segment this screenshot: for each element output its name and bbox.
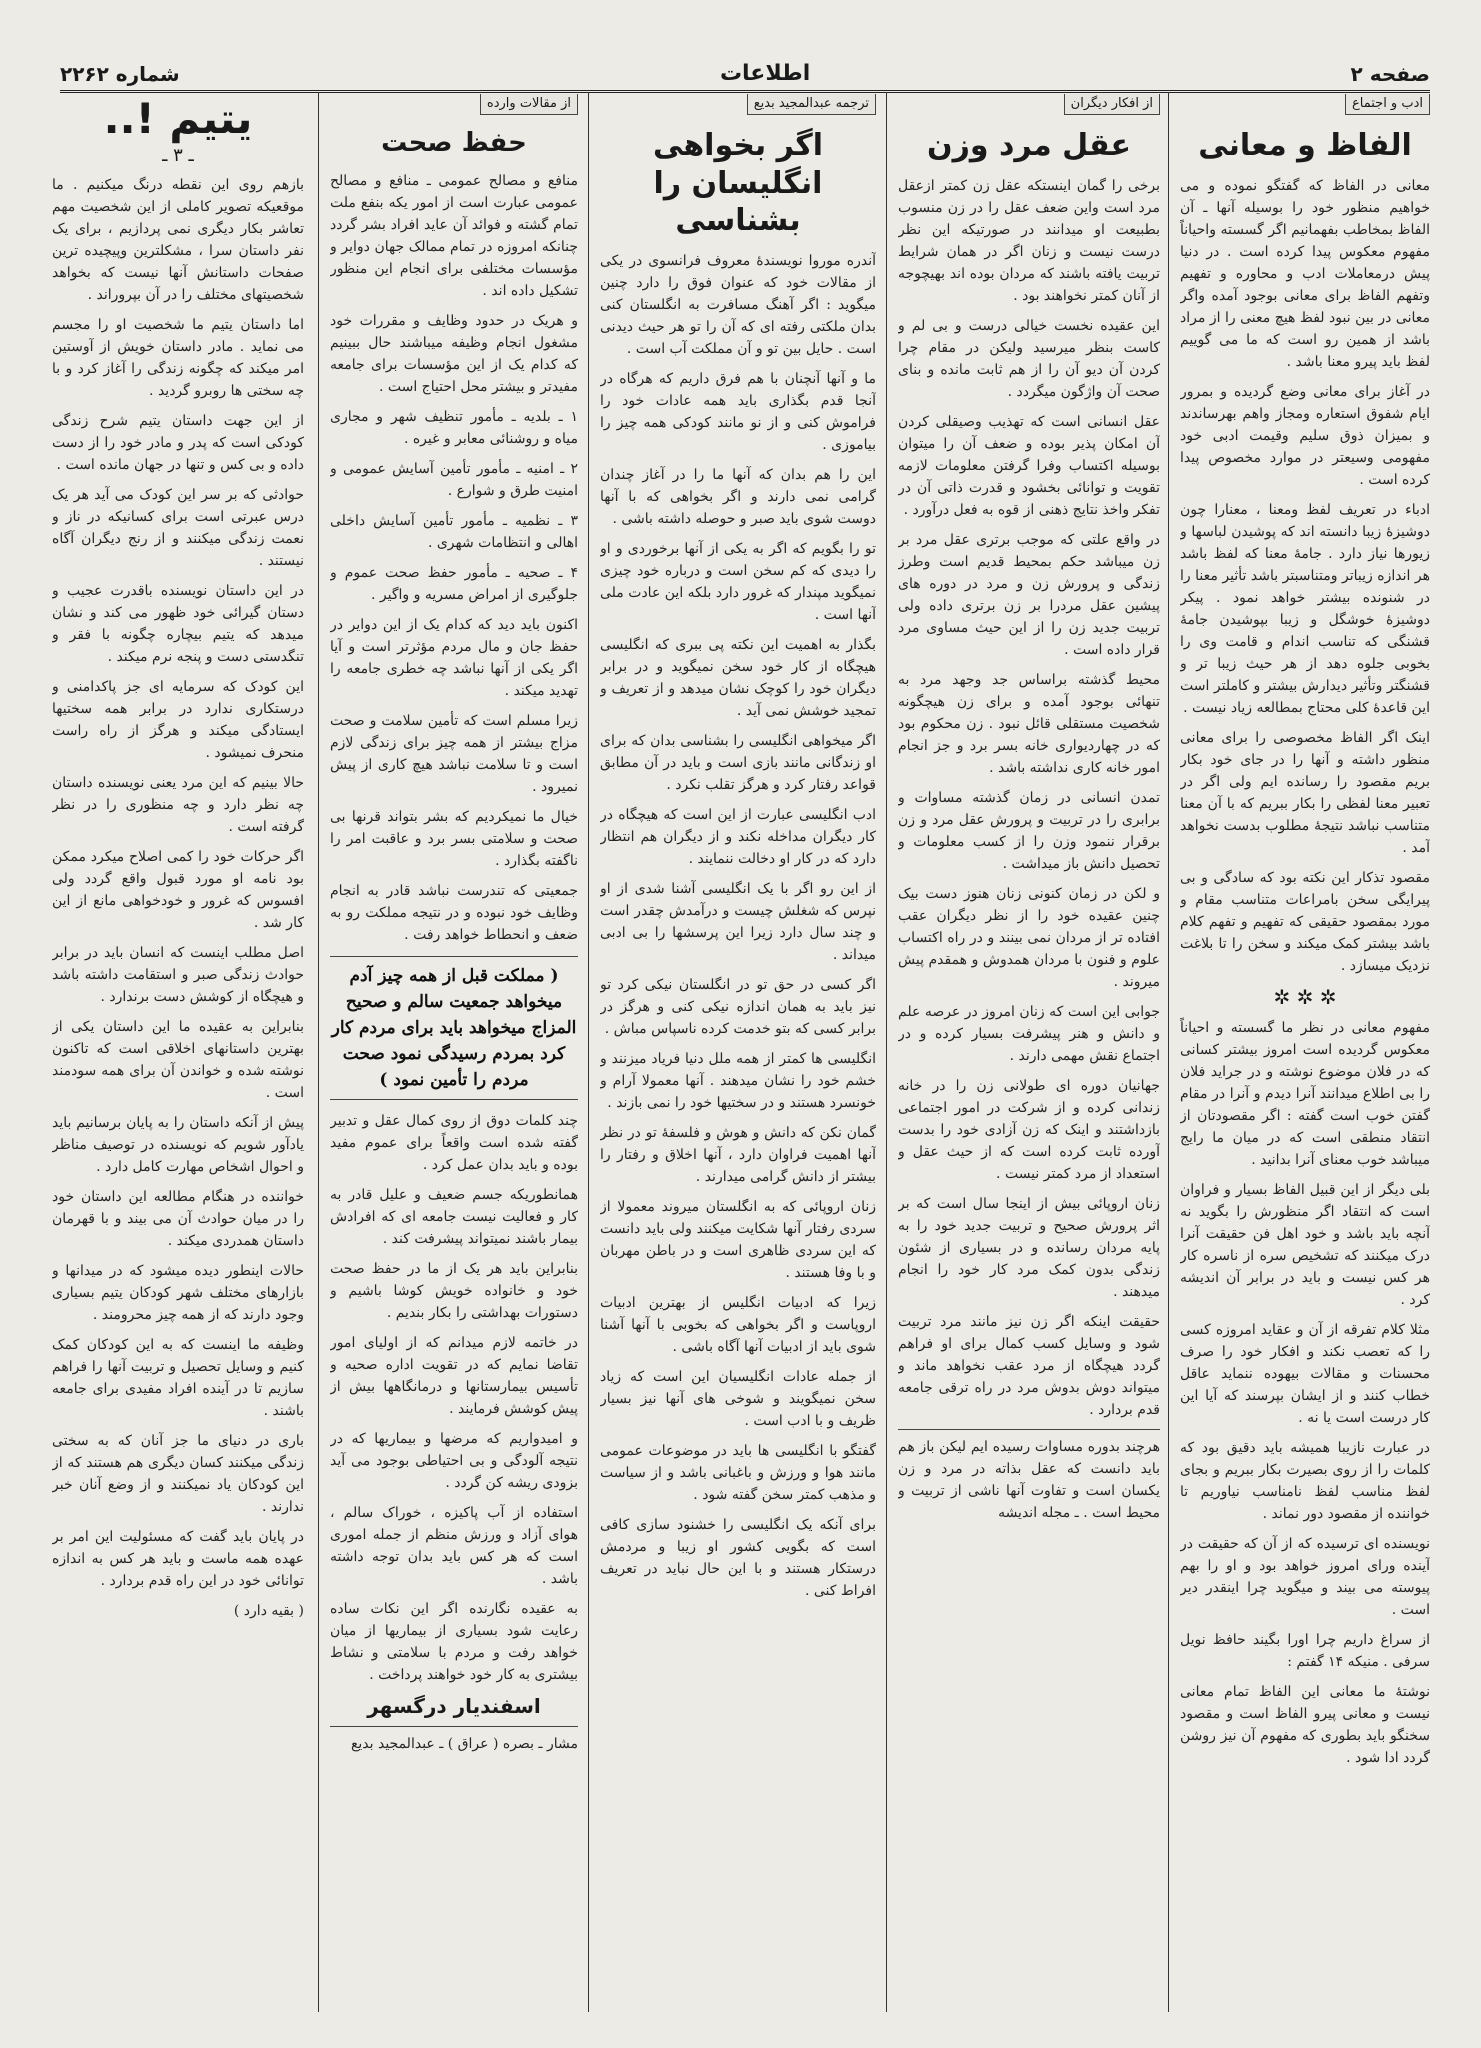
paragraph: انگلیسی ها کمتر از همه ملل دنیا فریاد میزنند و خشم خود را نشان میدهند . آنها معمولا آرام و خونسرد هستند و در سختیها خود را نمی بازند . xyxy=(600,1050,876,1111)
paragraph: استفاده از آب پاکیزه ، خوراک سالم ، هوای آزاد و ورزش منظم از جمله اموری است که هر کس باید بدان توجه داشته باشد . xyxy=(330,1504,578,1587)
paragraph: در پایان باید گفت که مسئولیت این امر بر عهده همه ماست و باید هر کس به اندازه توانائی خود در این راه قدم بردارد . xyxy=(52,1529,304,1589)
paragraph: اینک اگر الفاظ مخصوصی را برای معانی منظور داشته و آنها را در جای خود بکار بریم مقصود را رسانده ایم ولی اگر در تعبیر معنا لفظی را بکار ببریم که با آن معنا متناسب نباشد نتیجهٔ مطلوب بدست نخواهد آمد . xyxy=(1180,729,1430,856)
paragraph: در خاتمه لازم میدانم که از اولیای امور تقاضا نمایم که در تقویت اداره صحیه و تأسیس بیمارستانها و درمانگاهها بیش از پیش کوشش فرمایند . xyxy=(330,1334,578,1417)
paragraph: زیرا که ادبیات انگلیس از بهترین ادبیات اروپاست و اگر بخواهی که بخوبی با آنها آشنا شوی باید از ادبیات آنها آگاه باشی . xyxy=(600,1294,876,1355)
paragraph: ۴ ـ صحیه ـ مأمور حفظ صحت عموم و جلوگیری از امراض مسریه و واگیر . xyxy=(330,564,578,603)
paragraph: ادباء در تعریف لفظ ومعنا ، معنارا چون دوشیزهٔ زیبا دانسته اند که پوشیدن لباسها و زیورها نیاز دارد . جامهٔ معنا که لفظ باشد هر اندازه زیباتر ومتناسبتر باشد تأثیر معنا را در شنونده بیشتر خواهد نمود . پیکر دوشیزهٔ خوشگل و زیبا بپوشیدن جامهٔ قشنگی که تناسب اندام و قامت وی را بخوبی جلوه دهد از هر حیث زیبا تر و قشنگتر وتأثیر دیدارش بیشتر و کاملتر است این قاعدهٔ کلی محتاج بمطالعه زیاد نیست . xyxy=(1180,501,1430,716)
paragraph: و لکن در زمان کنونی زنان هنوز دست بیک چنین عقیده خود را از نظر دیگران عقب افتاده تر از مردان نمی بینند و در راه اکتساب علوم و فنون با مردان همدوش و همقدم پیش میروند . xyxy=(898,885,1160,990)
paragraph: از این جهت داستان یتیم شرح زندگی کودکی است که پدر و مادر خود را از دست داده و بی کس و تنها در جهان مانده است . xyxy=(52,413,304,473)
paragraph: برای آنکه یک انگلیسی را خشنود سازی کافی است که بگویی کشور او زیبا و مردمش درستکار هستند و با این حال نباید در تعریف افراط کنی . xyxy=(600,1516,876,1599)
issue-label: شماره ۲۲۶۲ xyxy=(60,62,180,86)
paragraph: چند کلمات دوق از روی کمال عقل و تدبیر گفته شده است واقعاً برای عموم مفید بوده و باید بدان عمل کرد . xyxy=(330,1112,578,1173)
column-aql-mard-va-zan xyxy=(898,92,1160,2012)
paragraph: همانطوریکه جسم ضعیف و علیل قادر به کار و فعالیت نیست جامعه ای که افرادش بیمار باشند نمیتواند پیشرفت کند . xyxy=(330,1186,578,1247)
paragraph: خیال ما نمیکردیم که بشر بتواند قرنها بی صحت و سلامتی بسر برد و عاقبت امر را ناگفته بگذارد . xyxy=(330,808,578,869)
paragraph: زیرا مسلم است که تأمین سلامت و صحت مزاج بیشتر از همه چیز برای زندگی لازم است و تا سلامت نباشد هیچ کاری از پیش نمیرود . xyxy=(330,712,578,795)
article-title: الفاظ و معانی xyxy=(1198,128,1412,163)
column-tag: ترجمه عبدالمجید بدیع xyxy=(747,94,876,115)
paragraph: منافع و مصالح عمومی ـ منافع و مصالح عمومی عبارت است از امور یکه بنفع ملت تمام گشته و فوائد آن عاید افراد بشر گردد چنانکه امروزه در تمام ممالک جهان دوایر و مؤسسات مختلفی برای انجام این منظور تشکیل داده اند . xyxy=(330,172,578,299)
page-label: صفحه ۲ xyxy=(1350,62,1430,86)
paragraph: خواننده در هنگام مطالعه این داستان خود را در میان حوادث آن می بیند و با قهرمان داستان همدردی میکند . xyxy=(52,1189,304,1249)
paragraph: از سراغ داریم چرا اورا بگیند حافظ نویل سرفی . منیکه ۱۴ گفتم : xyxy=(1180,1631,1430,1670)
paragraph: مقصود تذکار این نکته بود که سادگی و بی پیرایگی سخن بامراعات متناسب مقام و مورد بمقصود حقیقی که تفهیم و تفهم کلام باشد بیشتر کمک میکند و سخن را تا بلاغت نزدیک میسازد . xyxy=(1180,869,1430,974)
section-divider-stars: ✲ ✲ ✲ xyxy=(1273,984,1337,1009)
paragraph: بگذار به اهمیت این نکته پی ببری که انگلیسی هیچگاه از کار خود سخن نمیگوید و در برابر دیگران خود را کوچک نشان میدهد و از تعریف و تمجید خوشش نمی آید . xyxy=(600,636,876,719)
paragraph: جمعیتی که تندرست نباشد قادر به انجام وظایف خود نبوده و در نتیجه مملکت رو به ضعف و انحطاط خواهد رفت . xyxy=(330,882,578,943)
paragraph: بنابراین باید هر یک از ما در حفظ صحت خود و خانواده خویش کوشا باشیم و دستورات بهداشتی را بکار بندیم . xyxy=(330,1260,578,1321)
paragraph: جوابی این است که زنان امروز در عرصه علم و دانش و هنر پیشرفت بسیار کرده و در اجتماع نقش مهمی دارند . xyxy=(898,1003,1160,1064)
column-rule xyxy=(318,92,319,2012)
paragraph: جهانیان دوره ای طولانی زن را در خانه زندانی کرده و از شرکت در امور اجتماعی بازداشتند و اینک که زن آزادی خود را بدست آورده ثابت کرده است که از حیث عقل و استعداد از مرد کمتر نیست . xyxy=(898,1077,1160,1182)
paragraph: در عبارت نازیبا همیشه باید دقیق بود که کلمات را از روی بصیرت بکار ببریم و بجای لفظ مناسب لفظ نامناسب نیاوریم تا خواننده از مقصود دور نماند . xyxy=(1180,1439,1430,1522)
paragraph: گمان نکن که دانش و هوش و فلسفهٔ تو در نظر آنها اهمیت فراوان دارد ، آنها اخلاق و رفتار را بیشتر از دانش گرامی میدارند . xyxy=(600,1124,876,1185)
paragraph: و هریک در حدود وظایف و مقررات خود مشغول انجام وظیفه میباشند حال ببینیم که کدام یک از این مؤسسات برای جامعه مفیدتر و بیشتر محل احتیاج است . xyxy=(330,312,578,395)
paragraph: وظیفه ما اینست که به این کودکان کمک کنیم و وسایل تحصیل و تربیت آنها را فراهم سازیم تا در آینده افراد مفیدی برای جامعه باشند . xyxy=(52,1337,304,1419)
article-title: اگر بخواهی انگلیسان را بشناسی xyxy=(653,128,823,238)
paragraph: زنان اروپائی بیش از اینجا سال است که بر اثر پرورش صحیح و تربیت جدید خود را به پایه مردان رسانده و در بسیاری از شئون زندگی بدون کمک مرد کار خود را انجام میدهند . xyxy=(898,1195,1160,1300)
paragraph: به عقیده نگارنده اگر این نکات ساده رعایت شود بسیاری از بیماریها از میان خواهد رفت و مردم با سلامتی و نشاط بیشتری به کار خود خواهند پرداخت . xyxy=(330,1600,578,1683)
article-title: یتیم !.. xyxy=(103,94,253,143)
installment-number: ـ ۳ ـ xyxy=(162,145,194,166)
paragraph: ۳ ـ نظمیه ـ مأمور تأمین آسایش داخلی اهالی و انتظامات شهری . xyxy=(330,512,578,551)
paragraph: زنان اروپائی که به انگلستان میروند معمولا از سردی رفتار آنها شکایت میکنند ولی باید دانست که این سردی ظاهری است و در باطن مهربان و با وفا هستند . xyxy=(600,1198,876,1281)
paragraph: پیش از آنکه داستان را به پایان برسانیم باید یادآور شویم که نویسنده در توصیف مناظر و احوال اشخاص مهارت کامل دارد . xyxy=(52,1115,304,1175)
paragraph: اگر کسی در حق تو در انگلستان نیکی کرد تو نیز باید به همان اندازه نیکی کنی و هرگز در برابر کسی که بتو خدمت کرده ناسپاس مباش . xyxy=(600,976,876,1037)
column-rule xyxy=(886,92,887,2012)
article-title: حفظ صحت xyxy=(381,128,527,158)
divider xyxy=(898,1429,1160,1430)
paragraph: اگر حرکات خود را کمی اصلاح میکرد ممکن بود نامه او مورد قبول واقع گردد ولی افسوس که غرور و خودخواهی مانع از این کار شد . xyxy=(52,849,304,931)
paragraph: نوشتهٔ ما معانی این الفاظ تمام معانی نیست و معانی پیرو الفاظ است و مقصود سخنگو باید بطوری که مفهوم آن نیز روشن گردد ادا شود . xyxy=(1180,1683,1430,1766)
column-alfaz-va-maani xyxy=(1180,92,1430,2012)
closing-paragraph: مشار ـ بصره ( عراق ) ـ عبدالمجید بدیع xyxy=(350,1735,578,1752)
paragraph: بلی دیگر از این قبیل الفاظ بسیار و فراوان است که انتقاد اگر منظورش را بگوید نه آنچه باید باشد و خود اهل فن حقیقت آنرا درک میکنند که تشخیص سره از ناسره کار هر کس نیست و باید در برابر آن اندیشه کرد . xyxy=(1180,1181,1430,1308)
paragraph: اما داستان یتیم ما شخصیت او را مجسم می نماید . مادر داستان خویش از آوستین امر میکند که چگونه زندگی را آغاز کرد و با چه سختی ها روبرو گردید . xyxy=(52,317,304,399)
paragraph: در واقع علتی که موجب برتری عقل مرد بر زن میباشد حکم بمحیط قدیم است وطرز زندگی و پرورش زن و مرد در دوره های پیشین عقل مردرا بر زن برتری داده ولی تربیت جدید زن را از این حیث مساوی مرد قرار داده است . xyxy=(898,531,1160,658)
paragraph: اصل مطلب اینست که انسان باید در برابر حوادث زندگی صبر و استقامت داشته باشد و هیچگاه از کوشش دست برندارد . xyxy=(52,945,304,1005)
paragraph: بنابراین به عقیده ما این داستان یکی از بهترین داستانهای اخلاقی است که تاکنون نوشته شده و خواندن آن برای همه سودمند است . xyxy=(52,1019,304,1101)
paragraph: باری در دنیای ما جز آنان که به سختی زندگی میکنند کسان دیگری هم هستند که از این کودکان یاد نمیکنند و از وضع آنان خبر ندارند . xyxy=(52,1433,304,1515)
column-tag: از افکار دیگران xyxy=(1064,94,1160,115)
paragraph: ۲ ـ امنیه ـ مأمور تأمین آسایش عمومی و امنیت طرق و شوارع . xyxy=(330,460,578,499)
column-yatim xyxy=(52,92,304,2012)
paragraph: بازهم روی این نقطه درنگ میکنیم . ما موقعیکه تصویر کاملی از این شخصیت مهم تعاشر بکار دیگری نمی پردازیم ، برای یک نفر داستان سرا ، مشکلترین وپیچیده ترین صفحات داستانش آنها نیست که بخواهد شخصیتهای مختلف را در آن بپروراند . xyxy=(52,177,304,303)
column-rule xyxy=(1168,92,1169,2012)
paragraph: گفتگو با انگلیسی ها باید در موضوعات عمومی مانند هوا و ورزش و باغبانی باشد و از سیاست و مذهب کمتر سخن گفته شود . xyxy=(600,1442,876,1503)
highlighted-statement: ( مملکت قبل از همه چیز آدم میخواهد جمعیت سالم و صحیح المزاج میخواهد باید برای مردم کار کرد بمردم رسیدگی نمود صحت مردم را تأمین نمود ) xyxy=(330,956,578,1100)
paragraph: برخی را گمان اینستکه عقل زن کمتر ازعقل مرد است واین ضعف عقل را در زن منسوب بطبیعت او میدانند در صورتیکه این نظر درست نیست و زنان اگر در همان شرایط تربیت یافته باشند که مردان بوده اند بهیچوجه از آنان کمتر نخواهند بود . xyxy=(898,177,1160,304)
paragraph: تمدن انسانی در زمان گذشته مساوات و برابری را در تربیت و پرورش عقل مرد و زن برقرار ننمود وزن را از کسب معلومات و تحصیل دانش باز میداشت . xyxy=(898,789,1160,872)
paragraph: حالات اینطور دیده میشود که در میدانها و بازارهای مختلف شهر کودکان یتیم بسیاری وجود دارند که از همه چیز محرومند . xyxy=(52,1263,304,1323)
paragraph: مفهوم معانی در نظر ما گسسته و احیاناً معکوس گردیده است امروز بیشتر کسانی که در فلان موضوع نوشته و در جراید فلان را بی اطلاع میدانند آنرا دیدم و آنرا در مقام گفتن خوب است گفته : اگر مقصودتان از انتقاد منطقی است که در میان ما رایج میباشد خوب معنای آنرا بدانید . xyxy=(1180,1019,1430,1168)
paragraph: از این رو اگر با یک انگلیسی آشنا شدی از او نپرس که شغلش چیست و درآمدش چقدر است و چند سال دارد زیرا این پرسشها را بی ادبی میداند . xyxy=(600,880,876,963)
paragraph: ادب انگلیسی عبارت از این است که هیچگاه در کار دیگران مداخله نکند و از دیگران هم انتظار دارد که در کار او دخالت ننمایند . xyxy=(600,806,876,867)
paragraph: این عقیده نخست خیالی درست و بی لم و کاست بنظر میرسید ولیکن در مقام چرا کردن آن دیو آن را از هم ثابت مانده و بنای صحت آن واژگون میگردد . xyxy=(898,317,1160,400)
paragraph: معانی در الفاظ که گفتگو نموده و می خواهیم منظور خود را بوسیله آنها ـ آن الفاظ بمخاطب بفهمانیم اگر گسسته واحیاناً مفهوم معکوس پیدا کرده است . در دنیا پیش درمعاملات ادب و محاوره و تفهیم وتفهم الفاظ برای معانی بوجود آمده واگر معانی در بین نبود لفظ هیچ معنی را از مراد باشد از همین رو است که ما می گوییم لفظ باید پیرو معنا باشد . xyxy=(1180,177,1430,370)
column-hefz-sehhat xyxy=(330,92,578,2012)
paragraph: تو را بگویم که اگر به یکی از آنها برخوردی و او را دیدی که کم سخن است و درباره خود چیزی نمیگوید مپندار که غرور دارد بلکه این عادت ملی آنها است . xyxy=(600,540,876,623)
paragraph: حوادثی که بر سر این کودک می آید هر یک درس عبرتی است برای کسانیکه در ناز و نعمت زندگی میکنند و از رنج دیگران آگاه نیستند . xyxy=(52,487,304,569)
paragraph: مثلا کلام تفرقه از آن و عقاید امروزه کسی را که تعصب نکند و افکار خود را صرف محسنات و مقالات بیهوده ننماید عاقل خطاب کنند و از ایشان بپرسند که آیا این کار درست است یا نه . xyxy=(1180,1321,1430,1426)
paragraph: ۱ ـ بلدیه ـ مأمور تنظیف شهر و مجاری میاه و روشنائی معابر و غیره . xyxy=(330,408,578,447)
paragraph: اکنون باید دید که کدام یک از این دوایر در حفظ جان و مال مردم مؤثرتر است و آیا اگر یکی از آنها نباشد چه خطری جامعه را تهدید میکند . xyxy=(330,616,578,699)
closing-paragraph: ( بقیه دارد ) xyxy=(233,1603,304,1619)
column-tag: از مقالات وارده xyxy=(480,94,578,115)
paragraph: در آغاز برای معانی وضع گردیده و بمرور ایام شفوق استعاره ومجاز واهم بهرساندند و بمیزان ذوق سلیم وقیمت ادبی خود مفهومی وسیعتر در موارد مخصوص پیدا کرده است . xyxy=(1180,383,1430,488)
paragraph: اگر میخواهی انگلیسی را بشناسی بدان که برای او زندگانی مانند بازی است و باید در آن مطابق قواعد رفتار کرد و هرگز تقلب نکرد . xyxy=(600,732,876,793)
paragraph: این کودک که سرمایه ای جز پاکدامنی و درستکاری ندارد در برابر همه سختیها ایستادگی میکند و هرگز از راه راست منحرف نمیشود . xyxy=(52,679,304,761)
column-tag: ادب و اجتماع xyxy=(1345,94,1430,115)
divider xyxy=(330,1726,578,1727)
column-rule xyxy=(588,92,589,2012)
paragraph: این را هم بدان که آنها ما را در آغاز چندان گرامی نمی دارند و اگر بخواهی که با آنها دوست شوی باید صبر و حوصله داشته باشی . xyxy=(600,466,876,527)
paragraph: از جمله عادات انگلیسیان این است که زیاد سخن نمیگویند و شوخی های آنها نیز بسیار ظریف و با ادب است . xyxy=(600,1368,876,1429)
paragraph: آندره موروا نویسندهٔ معروف فرانسوی در یکی از مقالات خود که عنوان فوق را دارد چنین میگوید : اگر آهنگ مسافرت به انگلستان کنی بدان ملکتی رفته ای که آن را تو هر حیث دیدنی است . حایل بین تو و آن مملکت آب است . xyxy=(600,252,876,357)
paper-name: اطلاعات xyxy=(719,61,811,86)
masthead xyxy=(60,52,1430,93)
paragraph: حالا بینیم که این مرد یعنی نویسنده داستان چه نظر دارد و چه منظوری را در نظر گرفته است . xyxy=(52,775,304,835)
author-signature: اسفندیار درگسهر xyxy=(367,1693,541,1718)
paragraph: ما و آنها آنچنان با هم فرق داریم که هرگاه در آنجا قدم بگذاری باید همه عادات خود را فراموش کنی و از نو مانند کودکی همه چیز را بیاموزی . xyxy=(600,370,876,453)
paragraph: نویسنده ای ترسیده که از آن که حقیقت در آینده ورای امروز خواهد بود و او را بهم پیوسته می بیند و میگوید چرا اینقدر دیر است . xyxy=(1180,1535,1430,1618)
paragraph: و امیدواریم که مرضها و بیماریها که در نتیجه آلودگی و بی احتیاطی بوجود می آید بزودی ریشه کن گردد . xyxy=(330,1430,578,1491)
paragraph: عقل انسانی است که تهذیب وصیقلی کردن آن امکان پذیر بوده و ضعف آن را میتوان بوسیله اکتساب وفرا گرفتن معلومات لازمه تقویت و توانائی بخشود و قدرت ذاتی آن در تفکر واخذ نتایج ذهنی از قوه به فعل درآورد . xyxy=(898,413,1160,518)
article-title: عقل مرد وزن xyxy=(927,128,1131,163)
column-inglisan xyxy=(600,92,876,2012)
paragraph: حقیقت اینکه اگر زن نیز مانند مرد تربیت شود و وسایل کسب کمال برای او فراهم گردد هیچگاه از مرد عقب نخواهد ماند و میتواند دوش بدوش مرد در راه ترقی جامعه قدم بردارد . xyxy=(898,1313,1160,1418)
closing-paragraph: هرچند بدوره مساوات رسیده ایم لیکن باز هم باید دانست که عقل بذاته در مرد و زن یکسان است و تفاوت آنها ناشی از تربیت و محیط است . ـ مجله اندیشه xyxy=(898,1438,1160,1521)
paragraph: در این داستان نویسنده باقدرت عجیب و دستان گیرائی خود ظهور می کند و نشان میدهد که یتیم بیچاره چگونه با فقر و تنگدستی دست و پنجه نرم میکند . xyxy=(52,583,304,665)
paragraph: محیط گذشته براساس جد وجهد مرد به تنهائی بوجود آمده و برای زن هیچگونه شخصیت مستقلی قائل نبود . زن محکوم بود که در چهاردیواری خانه بسر برد و جز انجام امور خانه کاری نداشته باشد . xyxy=(898,671,1160,776)
